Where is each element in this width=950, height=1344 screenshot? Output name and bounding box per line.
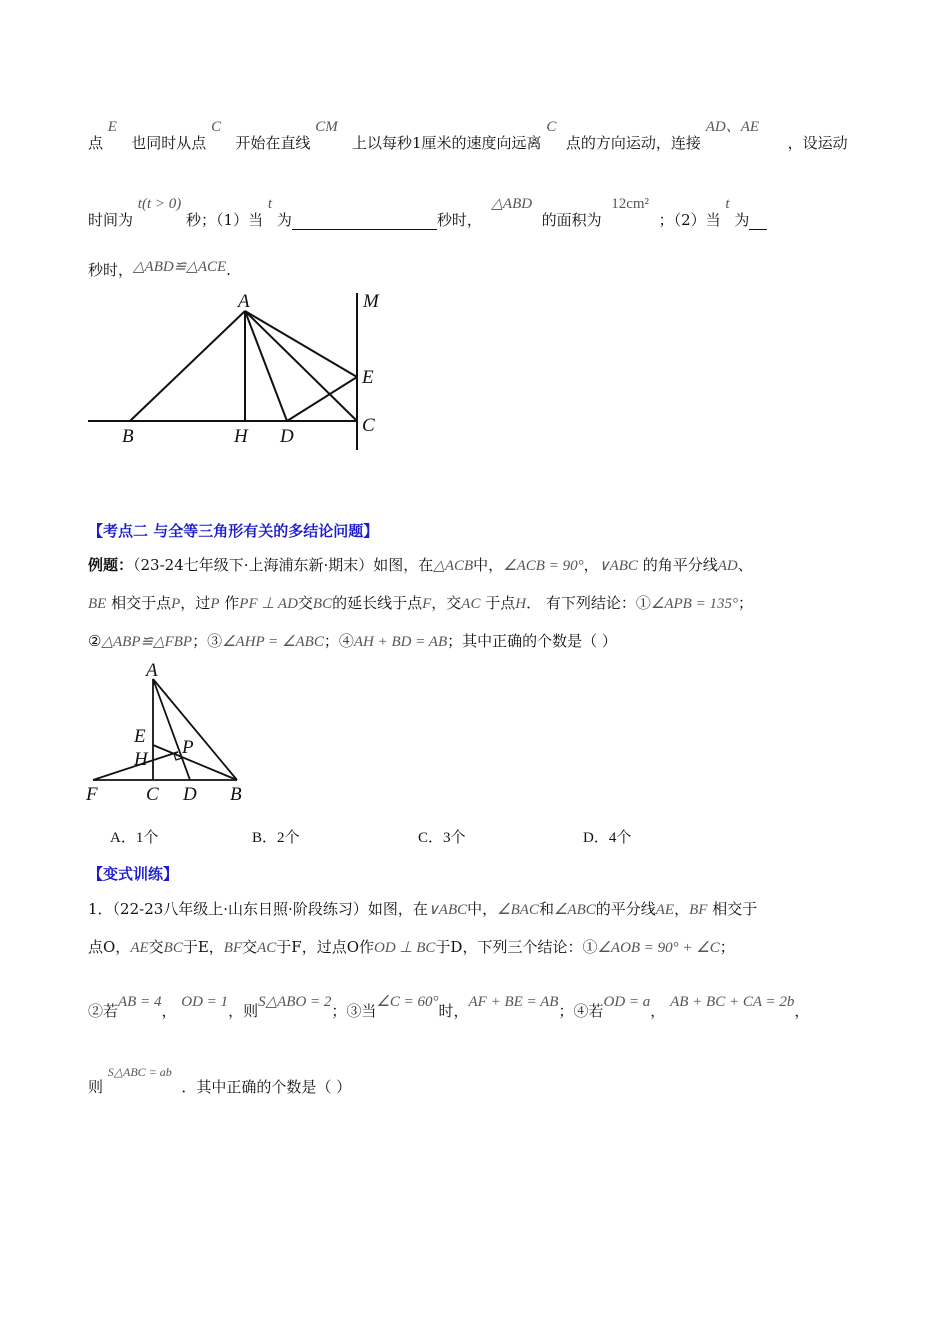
text: 则 xyxy=(88,1078,104,1096)
math: C xyxy=(211,119,222,135)
text: ，则 xyxy=(228,1002,259,1020)
math: t xyxy=(725,196,730,212)
label-h: H xyxy=(234,426,248,447)
segment-ab xyxy=(153,679,237,780)
text: 交 xyxy=(297,594,313,612)
text: ； xyxy=(737,594,753,612)
math: t(t > 0) xyxy=(137,196,182,212)
text: 时， xyxy=(438,1002,469,1020)
segment-be xyxy=(153,745,237,780)
label-p: P xyxy=(182,737,194,758)
label-c: C xyxy=(146,784,159,805)
label-a: A xyxy=(146,660,158,681)
option-value: 2个 xyxy=(277,830,300,846)
label-f: F xyxy=(86,784,98,805)
math: AB = 4 xyxy=(118,994,162,1010)
answer-blank-1[interactable] xyxy=(292,211,437,230)
math: △ABD xyxy=(491,196,533,212)
text: ；（2）当 xyxy=(658,211,721,229)
text: ． 有下列结论：① xyxy=(526,594,651,612)
figure-1 xyxy=(0,280,420,460)
option-c[interactable] xyxy=(418,826,466,847)
text: 点的方向运动，连接 xyxy=(565,134,701,152)
text: 相交于 xyxy=(712,900,758,918)
text: 秒时， xyxy=(88,261,134,279)
math: H xyxy=(515,596,527,612)
label-b: B xyxy=(230,784,242,805)
text: 于点 xyxy=(485,594,516,612)
option-a[interactable] xyxy=(110,826,158,847)
text: 上以每秒1厘米的速度向远离 xyxy=(352,134,542,152)
example-line-2 xyxy=(88,592,753,613)
math: F xyxy=(422,596,432,612)
label-h: H xyxy=(134,749,148,770)
text: 中， xyxy=(467,900,498,918)
text: 交 xyxy=(242,938,258,956)
text: 秒时， xyxy=(436,211,482,229)
math: AE xyxy=(655,902,675,918)
text: ， xyxy=(583,556,599,574)
math: ∠AOB = 90° + ∠C xyxy=(597,940,720,956)
text: ；其中正确的个数是（ ） xyxy=(447,632,617,650)
text: ；③ xyxy=(192,632,223,650)
text: . xyxy=(226,261,231,279)
label-a: A xyxy=(238,291,250,312)
section-heading: 【考点二 与全等三角形有关的多结论问题】 xyxy=(88,522,379,540)
math: ∠APB = 135° xyxy=(650,596,738,612)
math: E xyxy=(107,119,117,135)
label-d: D xyxy=(280,426,294,447)
segment-de xyxy=(287,377,357,421)
math: ∠BAC xyxy=(497,902,539,918)
text: 、 xyxy=(737,556,753,574)
text: ，设运动 xyxy=(787,134,848,152)
math: ∨ABC xyxy=(598,558,638,574)
option-value: 1个 xyxy=(135,830,159,846)
option-letter: C． xyxy=(418,830,444,846)
text: 相交于点 xyxy=(111,594,172,612)
text: ， xyxy=(674,900,690,918)
math: OD = 1 xyxy=(181,994,229,1010)
option-value: 3个 xyxy=(443,830,466,846)
text: 于D，下列三个结论：① xyxy=(435,938,598,956)
text: 秒；（1）当 xyxy=(186,211,264,229)
text: ；③当 xyxy=(331,1002,377,1020)
text: 的平分线 xyxy=(595,900,656,918)
text: 的延长线于点 xyxy=(332,594,423,612)
text: ，交 xyxy=(431,594,462,612)
label-m: M xyxy=(363,291,379,312)
text: （23-24七年级下·上海浦东新·期末）如图，在 xyxy=(133,556,434,574)
math: CM xyxy=(315,119,338,135)
option-value: 4个 xyxy=(608,830,632,846)
text: 点O， xyxy=(88,938,131,956)
text: 于E， xyxy=(182,938,224,956)
text: 的角平分线 xyxy=(642,556,718,574)
math: BC xyxy=(163,940,183,956)
text: ．其中正确的个数是（ ） xyxy=(181,1078,352,1096)
option-letter: A． xyxy=(110,830,136,846)
text: ， xyxy=(794,1002,810,1020)
math: AC xyxy=(461,596,481,612)
example-line-3 xyxy=(88,630,617,651)
math: PF ⊥ AD xyxy=(239,596,298,612)
text: 点 xyxy=(88,134,104,152)
math: ∨ABC xyxy=(427,902,468,918)
option-letter: D． xyxy=(583,830,609,846)
math: S△ABO = 2 xyxy=(258,994,332,1010)
variant-line-2 xyxy=(88,936,735,957)
text: ， xyxy=(161,1002,177,1020)
math: ∠ACB = 90° xyxy=(503,558,584,574)
example-line-1 xyxy=(88,554,753,575)
figure-2 xyxy=(0,655,260,805)
math: AE xyxy=(130,940,149,956)
text: ；④若 xyxy=(558,1002,604,1020)
segment-ad xyxy=(245,311,287,421)
option-b[interactable] xyxy=(252,826,300,847)
text: 为 xyxy=(734,211,750,229)
text: ；④ xyxy=(323,632,354,650)
text: 开始在直线 xyxy=(235,134,311,152)
problem-line-3 xyxy=(88,259,231,280)
math: △ABP≌△FBP xyxy=(101,634,193,650)
answer-blank-2[interactable] xyxy=(749,211,767,230)
text: 的面积为 xyxy=(541,211,602,229)
math: ∠C = 60° xyxy=(376,994,439,1010)
math: AD、AE xyxy=(705,119,760,135)
math: AB + BC + CA = 2b xyxy=(670,994,795,1010)
label-c: C xyxy=(362,415,375,436)
option-d[interactable] xyxy=(583,826,631,847)
variant-line-1 xyxy=(88,898,757,919)
problem-line-1 xyxy=(88,119,848,153)
text: ② xyxy=(88,632,102,650)
problem-line-2 xyxy=(88,196,767,230)
math: C xyxy=(546,119,557,135)
math: OD ⊥ BC xyxy=(374,940,436,956)
label-e: E xyxy=(134,726,146,747)
text: ②若 xyxy=(88,1002,119,1020)
math: ∠ABC xyxy=(553,902,596,918)
math: △ABD≌△ACE xyxy=(133,259,227,275)
math: BF xyxy=(223,940,243,956)
math: P xyxy=(171,596,181,612)
text: 交 xyxy=(148,938,164,956)
segment-ab xyxy=(130,311,245,421)
section-heading-variant: 【变式训练】 xyxy=(88,865,179,883)
label-b: B xyxy=(122,426,134,447)
math: △ACB xyxy=(433,558,474,574)
math: ∠AHP = ∠ABC xyxy=(222,634,324,650)
segment-ad xyxy=(153,679,190,780)
text: 作 xyxy=(224,594,240,612)
math: AD xyxy=(717,558,738,574)
math: t xyxy=(267,196,273,212)
text: 和 xyxy=(538,900,554,918)
math: S△ABC = ab xyxy=(107,1065,172,1079)
math: AC xyxy=(257,940,277,956)
text: ； xyxy=(719,938,735,956)
math: P xyxy=(210,596,220,612)
math: BF xyxy=(689,902,708,918)
label-d: D xyxy=(183,784,197,805)
text: 中， xyxy=(473,556,504,574)
math: AF + BE = AB xyxy=(468,994,559,1010)
example-label: 例题： xyxy=(88,556,134,574)
math: BC xyxy=(312,596,333,612)
variant-line-3 xyxy=(88,994,810,1021)
text: 为 xyxy=(276,211,292,229)
text: 时间为 xyxy=(88,211,134,229)
text: 1．（22-23八年级上·山东日照·阶段练习）如图，在 xyxy=(88,900,428,918)
math: BE xyxy=(88,596,107,612)
math: 12cm² xyxy=(611,196,650,212)
math: OD = a xyxy=(603,994,651,1010)
text: ， xyxy=(650,1002,666,1020)
option-letter: B． xyxy=(252,830,278,846)
text: ，过 xyxy=(180,594,211,612)
label-e: E xyxy=(362,367,374,388)
text: 于F，过点O作 xyxy=(276,938,375,956)
text: 也同时从点 xyxy=(131,134,207,152)
math: AH + BD = AB xyxy=(353,634,448,650)
